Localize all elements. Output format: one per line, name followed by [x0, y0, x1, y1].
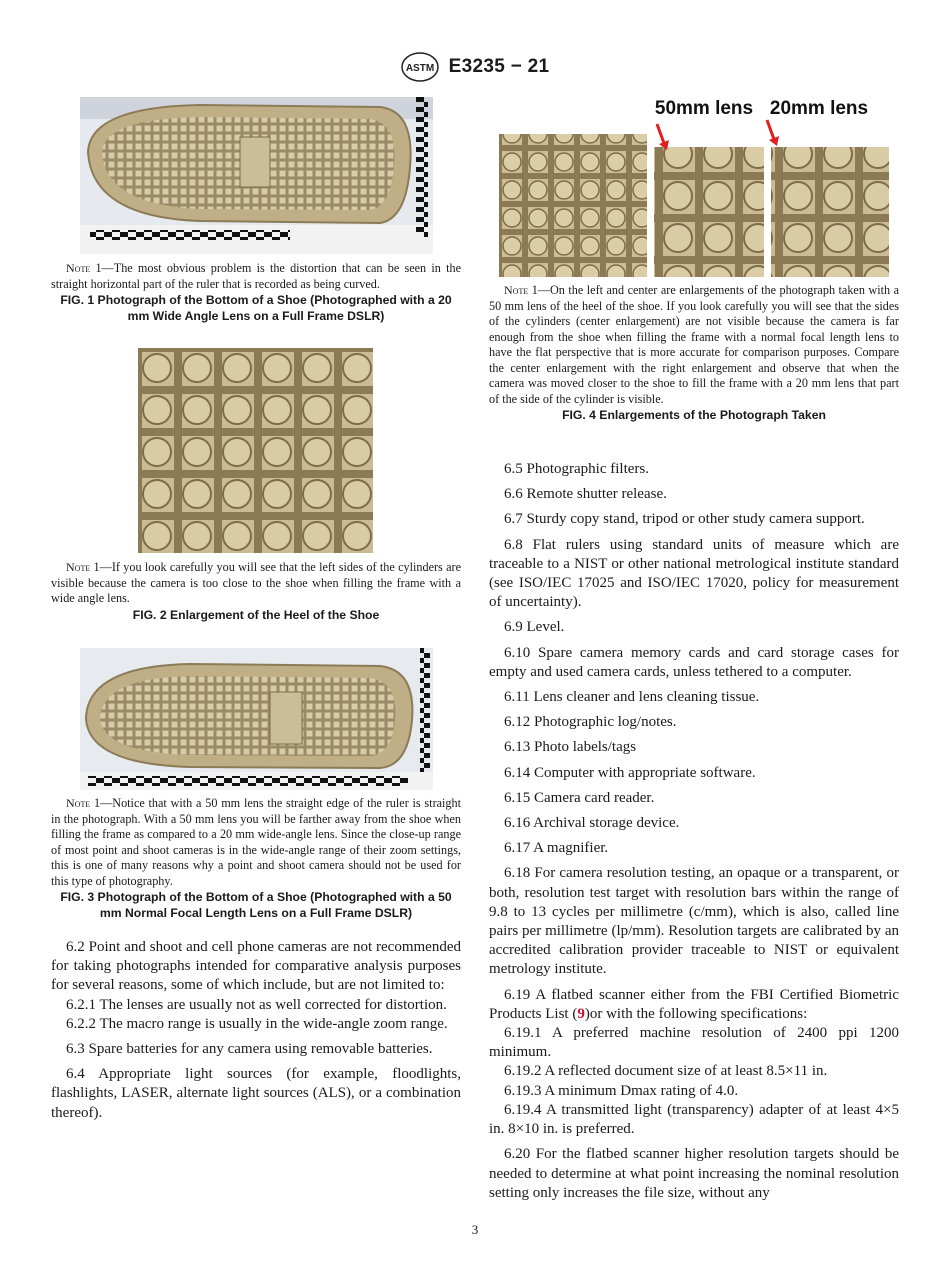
para-6-2: 6.2 Point and shoot and cell phone cameras are not recommended for taking photographs intended for comparative analysis purposes for several reasons, some of which include, but are not limited to:: [51, 939, 461, 994]
para-6-7: 6.7 Sturdy copy stand, tripod or other study camera support.: [504, 511, 865, 528]
svg-text:ASTM: ASTM: [405, 63, 434, 74]
para-6-20: 6.20 For the flatbed scanner higher resolution targets should be needed to determine at what point increasing the nominal resolution setting only increases the file size, without any: [489, 1146, 899, 1201]
page-number: 3: [471, 1222, 479, 1237]
reference-link[interactable]: 9: [577, 1005, 585, 1022]
fig4-caption: FIG. 4 Enlargements of the Photograph Taken: [562, 408, 826, 422]
left-column-text: [51, 938, 461, 1123]
para-6-18: 6.18 For camera resolution testing, an opaque or a transparent, or both, resolution test target with resolution bars within the range of 9.8 to 13 cycles per millimetre (c/mm), which is also, called line pairs per millimetre (lp/mm). Resolution targets are calibrated by an accredited calibration provider traceable to NIST or equivalent metrology institute.: [489, 865, 899, 978]
para-6-15: 6.15 Camera card reader.: [504, 789, 655, 806]
astm-logo: [401, 52, 439, 82]
fig1-caption: FIG. 1 Photograph of the Bottom of a Shoe (Photographed with a 20 mm Wide Angle Lens on a Full Frame DSLR): [60, 293, 452, 323]
fig1-note: Note 1—The most obvious problem is the distortion that can be seen in the straight horizontal part of the ruler that is recorded as being curved.: [51, 261, 461, 291]
para-6-19: 6.19 A flatbed scanner either from the FBI Certified Biometric Products List (9)or with the following specifications:: [489, 986, 899, 1022]
fig2-image: [138, 348, 373, 558]
para-6-4: 6.4 Appropriate light sources (for example, floodlights, flashlights, LASER, alternate light sources (ALS), or a combination thereof).: [51, 1066, 461, 1121]
para-6-3: 6.3 Spare batteries for any camera using removable batteries.: [66, 1041, 433, 1058]
para-6-13: 6.13 Photo labels/tags: [504, 739, 637, 756]
fig4-note: Note 1—On the left and center are enlargements of the photograph taken with a 50 mm lens of the heel of the shoe. If you look carefully you will see that the sides of the cylinders (center enlargement) are not visible because the camera is far enough from the shoe when filling the frame with a normal focal length lens to have the flat perspective that is more accurate for comparison purposes. Compare the center enlargement with the right enlargement and observe that when the camera was moved closer to the shoe to fill the frame with a 20 mm lens that part of the side of the cylinder is visible.: [489, 283, 899, 406]
fig2-note: Note 1—If you look carefully you will see that the left sides of the cylinders are visible because the camera is too close to the shoe when filling the frame with a wide angle lens.: [51, 560, 461, 605]
para-6-19-1: 6.19.1 A preferred machine resolution of 2400 ppi 1200 minimum.: [489, 1025, 899, 1061]
standard-designation: E3235 − 21: [448, 56, 550, 77]
right-column-text: [489, 460, 899, 1203]
fig3-caption: FIG. 3 Photograph of the Bottom of a Shoe (Photographed with a 50 mm Normal Focal Length Lens on a Full Frame DSLR): [60, 890, 452, 920]
para-6-16: 6.16 Archival storage device.: [504, 815, 680, 832]
para-6-14: 6.14 Computer with appropriate software.: [504, 764, 756, 781]
label-20mm: 20mm lens: [769, 98, 869, 119]
para-6-2-1: 6.2.1 The lenses are usually not as well corrected for distortion.: [66, 996, 447, 1013]
para-6-8: 6.8 Flat rulers using standard units of measure which are traceable to a NIST or other national metrological institute standard (see ISO/IEC 17025 and ISO/IEC 17020, policy for measurement of uncertainty).: [489, 536, 899, 611]
para-6-19-4: 6.19.4 A transmitted light (transparency) adapter of at least 4×5 in. 8×10 in. is preferred.: [489, 1101, 899, 1138]
para-6-12: 6.12 Photographic log/notes.: [504, 714, 677, 731]
para-6-9: 6.9 Level.: [504, 619, 565, 636]
para-6-5: 6.5 Photographic filters.: [504, 461, 649, 477]
para-6-17: 6.17 A magnifier.: [504, 840, 609, 857]
fig4-image: [499, 92, 899, 282]
para-6-6: 6.6 Remote shutter release.: [504, 486, 667, 503]
para-6-19-2: 6.19.2 A reflected document size of at least 8.5×11 in.: [504, 1063, 828, 1080]
fig1-image: [80, 97, 433, 259]
fig3-note: Note 1—Notice that with a 50 mm lens the straight edge of the ruler is straight in the photograph. With a 50 mm lens you will be farther away from the shoe when filling the frame as compared to a 20 mm wide-angle lens. Since the close-up range of most point and shoot cameras is in the wide-angle range of their zoom settings, this is one of many reasons why a point and shoot camera should not be used for this type of photography.: [51, 796, 461, 888]
fig2-caption: FIG. 2 Enlargement of the Heel of the Shoe: [132, 607, 380, 622]
para-6-19-3: 6.19.3 A minimum Dmax rating of 4.0.: [504, 1082, 739, 1099]
page-header: [0, 52, 950, 87]
para-6-2-2: 6.2.2 The macro range is usually in the wide-angle zoom range.: [66, 1015, 448, 1032]
para-6-11: 6.11 Lens cleaner and lens cleaning tissue.: [504, 689, 760, 706]
fig3-image: [80, 648, 433, 795]
para-6-10: 6.10 Spare camera memory cards and card storage cases for empty and used camera cards, unless tethered to a computer.: [489, 644, 899, 680]
label-50mm: 50mm lens: [654, 98, 754, 119]
